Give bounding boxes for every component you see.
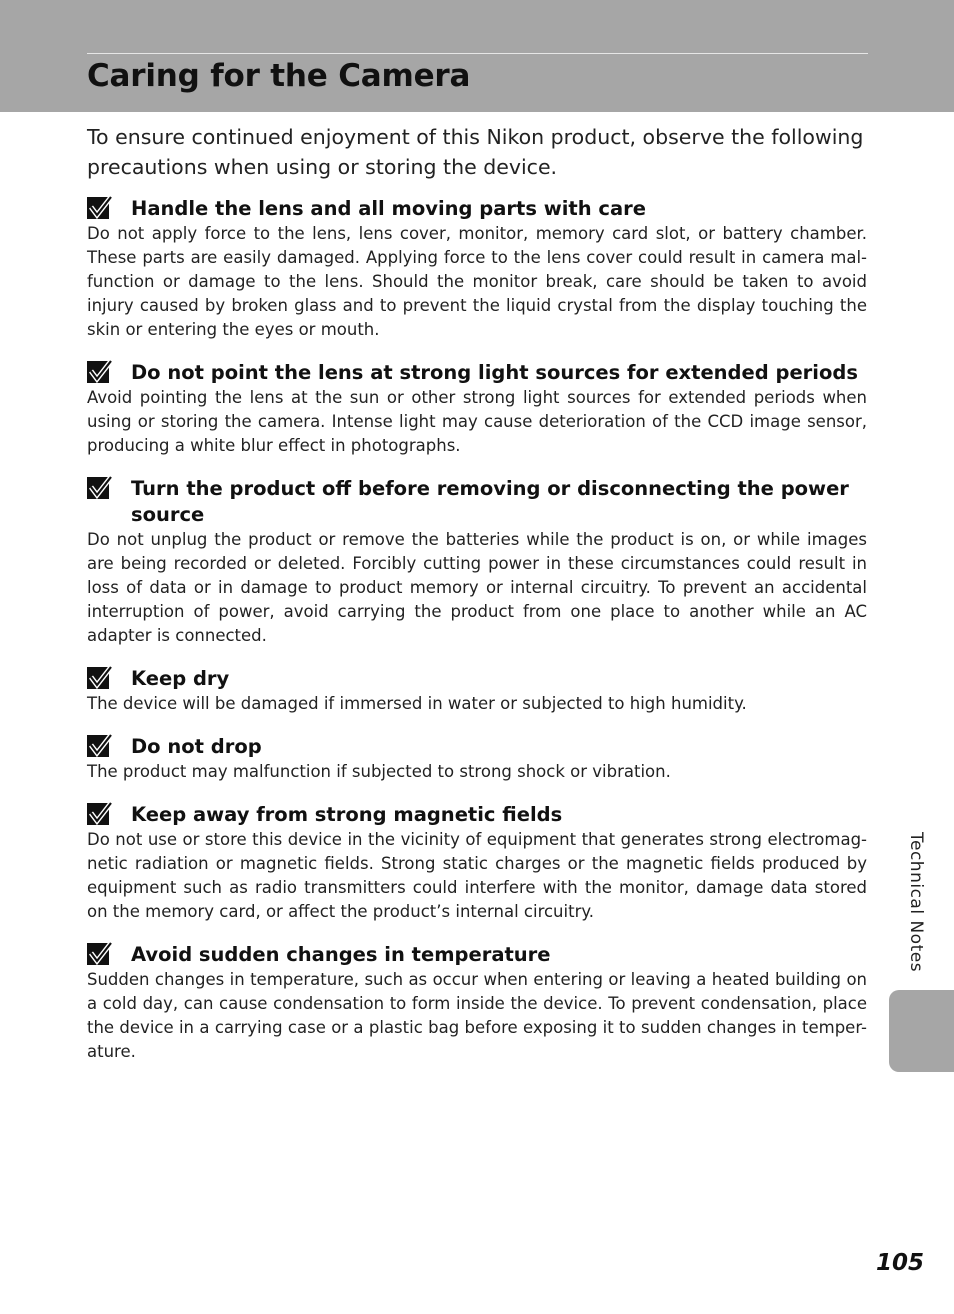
section-body: The product may malfunction if subjected to strong shock or vibration. — [87, 762, 671, 781]
side-tab-label: Technical Notes — [906, 832, 926, 973]
section-title: Keep dry — [131, 667, 230, 690]
section-heading — [87, 734, 867, 760]
section-title: Avoid sudden changes in temperature — [131, 943, 551, 966]
section-heading — [87, 360, 867, 386]
section-body: Do not apply force to the lens, lens cover, monitor, memory card slot, or battery chamber. These parts are easily damaged. Applying force to the lens cover could result in camera mal-function or damage to the lens. Should the monitor break, care should be taken to avoid injury caused by broken glass and to prevent the liquid crystal from the display touching the skin or entering the eyes or mouth. — [87, 224, 867, 339]
section-title: Keep away from strong magnetic fields — [131, 803, 563, 826]
section-heading — [87, 802, 867, 828]
section-keep-dry — [87, 666, 867, 716]
section-heading — [87, 942, 867, 968]
section-heading — [87, 476, 867, 528]
page-number: 105 — [875, 1250, 924, 1276]
intro-paragraph: To ensure continued enjoyment of this Nikon product, observe the following precautions when using or storing the device. — [87, 125, 864, 179]
section-magnetic-fields — [87, 802, 867, 924]
checkbox-check-icon — [87, 360, 113, 384]
checkbox-check-icon — [87, 734, 113, 758]
section-body: The device will be damaged if immersed in water or subjected to high humidity. — [87, 694, 747, 713]
section-body: Do not use or store this device in the vicinity of equipment that generates strong electromag-netic radiation or magnetic fields. Strong static charges or the magnetic fields produced by equipment such as radio transmitters could interfere with the monitor, damage data stored on the memory card, or affect the product’s internal circuitry. — [87, 830, 867, 921]
checkbox-check-icon — [87, 476, 113, 500]
section-body: Avoid pointing the lens at the sun or other strong light sources for extended periods when using or storing the camera. Intense light may cause deterioration of the CCD image sensor, producing a white blur effect in photographs. — [87, 388, 867, 455]
checkbox-check-icon — [87, 802, 113, 826]
section-do-not-drop — [87, 734, 867, 784]
section-heading — [87, 666, 867, 692]
section-title: Turn the product off before removing or disconnecting the power source — [131, 477, 849, 526]
section-strong-light — [87, 360, 867, 458]
checkbox-check-icon — [87, 666, 113, 690]
section-body: Do not unplug the product or remove the batteries while the product is on, or while images are being recorded or deleted. Forcibly cutting power in these circumstances could result in loss of data or in damage to product memory or internal circuitry. To prevent an accidental interruption of power, avoid carrying the product from one place to another while an AC adapter is connected. — [87, 530, 867, 645]
section-power-off — [87, 476, 867, 648]
section-heading — [87, 196, 867, 222]
section-temperature — [87, 942, 867, 1064]
page-title: Caring for the Camera — [87, 58, 471, 94]
header-band — [0, 0, 954, 112]
section-title: Handle the lens and all moving parts with care — [131, 197, 646, 220]
section-title: Do not point the lens at strong light sources for extended periods — [131, 361, 858, 384]
page-content — [87, 122, 867, 1082]
section-body: Sudden changes in temperature, such as occur when entering or leaving a heated building on a cold day, can cause condensation to form inside the device. To prevent condensation, place the device in a carrying case or a plastic bag before exposing it to sudden changes in temper-ature. — [87, 970, 867, 1061]
checkbox-check-icon — [87, 196, 113, 220]
checkbox-check-icon — [87, 942, 113, 966]
side-tab — [889, 990, 954, 1072]
section-handle-lens — [87, 196, 867, 342]
header-rule — [87, 53, 868, 54]
section-title: Do not drop — [131, 735, 262, 758]
